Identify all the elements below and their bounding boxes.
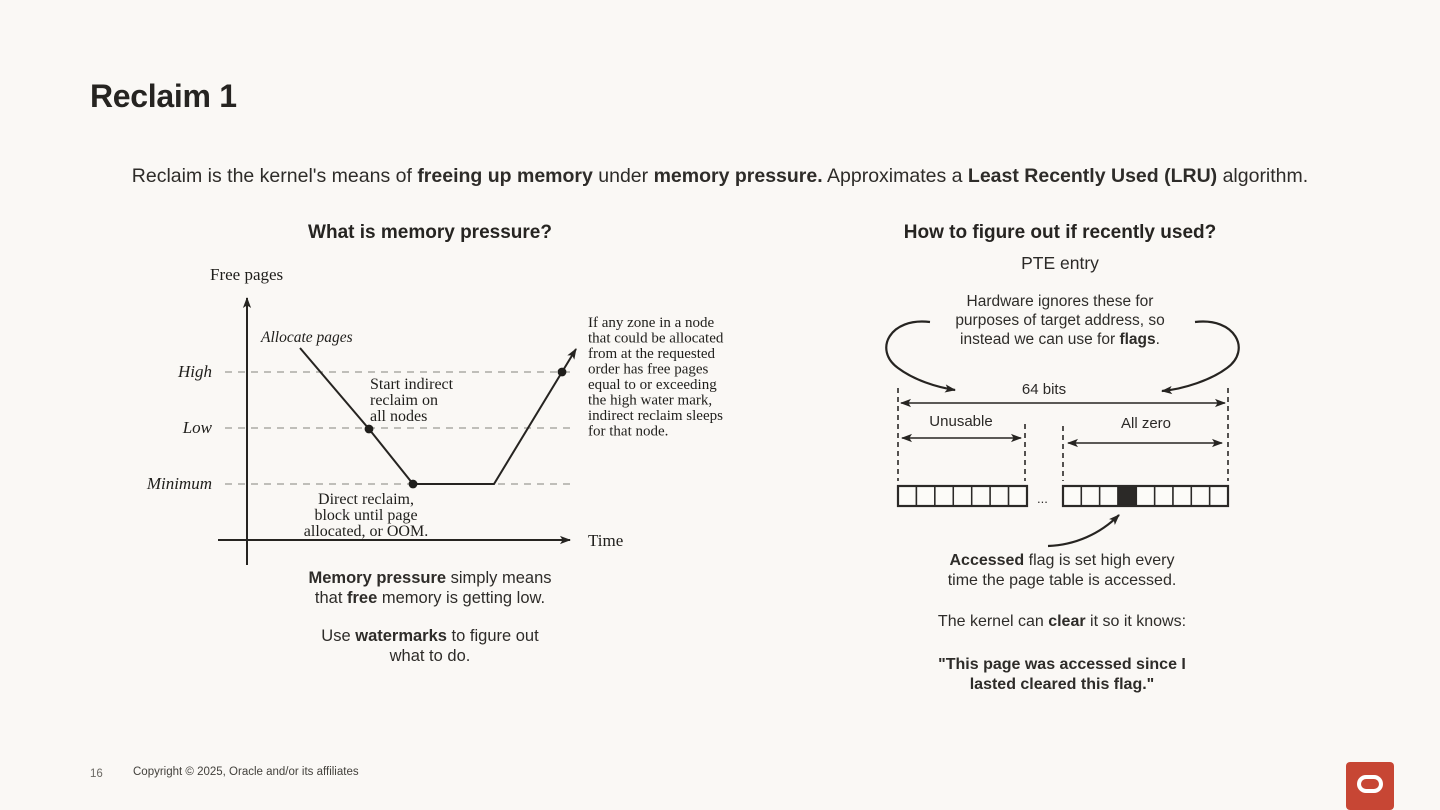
svg-text:for that node.: for that node. [588, 423, 669, 440]
page-number: 16 [90, 768, 103, 780]
accessed-flag-cell [1118, 486, 1136, 506]
bit-cell [1136, 486, 1154, 506]
page-title: Reclaim 1 [90, 78, 237, 114]
svg-text:the high water mark,: the high water mark, [588, 392, 713, 409]
copyright: Copyright © 2025, Oracle and/or its affiliates [133, 766, 359, 778]
svg-text:equal to or exceeding: equal to or exceeding [588, 377, 717, 393]
svg-text:Start indirect: Start indirect [370, 376, 454, 393]
left-bit-row [898, 486, 1027, 506]
low-point-dot [365, 425, 374, 434]
svg-text:indirect reclaim sleeps: indirect reclaim sleeps [588, 408, 723, 424]
indirect-reclaim-note [370, 376, 454, 425]
bit-cell [1081, 486, 1099, 506]
svg-text:from at the requested: from at the requested [588, 346, 716, 362]
zone-note [588, 315, 724, 440]
minimum-point-dot [409, 480, 418, 489]
accessed-flag-arrow [1048, 515, 1119, 546]
intro-sentence: Reclaim is the kernel's means of freeing up memory under memory pressure. Approximates a Least Recently Used (LRU) algorithm. [131, 165, 1309, 187]
high-label: High [178, 362, 212, 381]
svg-text:If any zone in a node: If any zone in a node [588, 315, 715, 331]
caption-clear: The kernel can clear it so it knows: [937, 613, 1187, 630]
svg-text:order has free pages: order has free pages [588, 361, 709, 378]
ellipsis: ... [1037, 491, 1048, 506]
oracle-o-icon [1357, 775, 1383, 793]
intro-text: Reclaim is the kernel's means of [131, 165, 418, 187]
pte-entry-diagram [870, 305, 1265, 555]
bit-cell [1191, 486, 1209, 506]
right-bit-row [1063, 486, 1228, 506]
caption-quote: "This page was accessed since I lasted cleared this flag." [938, 656, 1186, 693]
caption-accessed: Accessed flag is set high every time the page table is accessed. [947, 552, 1177, 589]
intro-bold-pressure: memory pressure. [653, 165, 823, 187]
unusable-label: Unusable [929, 413, 993, 430]
right-curved-arrow [1162, 321, 1239, 391]
memory-pressure-chart [140, 250, 740, 570]
pte-entry-subtitle: PTE entry [1021, 253, 1099, 273]
svg-text:allocated, or OOM.: allocated, or OOM. [303, 523, 429, 540]
bit-cell [898, 486, 916, 506]
minimum-label: Minimum [146, 474, 212, 493]
svg-text:reclaim on: reclaim on [370, 392, 438, 409]
caption-watermarks: Use watermarks to figure out what to do. [321, 627, 539, 665]
bit-cell [1100, 486, 1118, 506]
bit-cell [990, 486, 1008, 506]
high-point-dot [558, 368, 567, 377]
bit-cell [935, 486, 953, 506]
intro-bold-freeing: freeing up memory [417, 165, 593, 187]
hardware-note: Hardware ignores these for purposes of target address, so instead we can use for flags. [955, 293, 1165, 348]
right-panel-title: How to figure out if recently used? [903, 222, 1217, 243]
caption-memory-pressure: Memory pressure simply means that free memory is getting low. [308, 569, 552, 607]
left-curved-arrow [886, 321, 955, 390]
bits-label: 64 bits [1021, 381, 1067, 398]
low-label: Low [182, 418, 212, 437]
allzero-label: All zero [1120, 415, 1172, 432]
svg-text:that could be allocated: that could be allocated [588, 330, 724, 347]
bit-cell [1009, 486, 1027, 506]
intro-bold-lru: Least Recently Used (LRU) [967, 165, 1218, 187]
allocate-pages-label: Allocate pages [261, 329, 353, 346]
svg-text:all nodes: all nodes [370, 408, 428, 425]
right-captions [880, 551, 1244, 695]
bit-cell [1155, 486, 1173, 506]
x-axis-label: Time [588, 531, 624, 550]
bit-cell [1210, 486, 1228, 506]
svg-text:Direct reclaim,: Direct reclaim, [318, 491, 414, 508]
oracle-logo [1346, 762, 1394, 810]
bit-cell [1173, 486, 1191, 506]
left-panel-title: What is memory pressure? [308, 222, 552, 243]
bit-cell [916, 486, 934, 506]
y-axis-label: Free pages [210, 265, 284, 284]
free-pages-curve [300, 348, 576, 484]
bit-cell [953, 486, 971, 506]
memory-pressure-caption [190, 568, 670, 684]
bit-cell [972, 486, 990, 506]
svg-text:block until page: block until page [314, 507, 418, 524]
bit-cell [1063, 486, 1081, 506]
direct-reclaim-note [304, 491, 428, 540]
